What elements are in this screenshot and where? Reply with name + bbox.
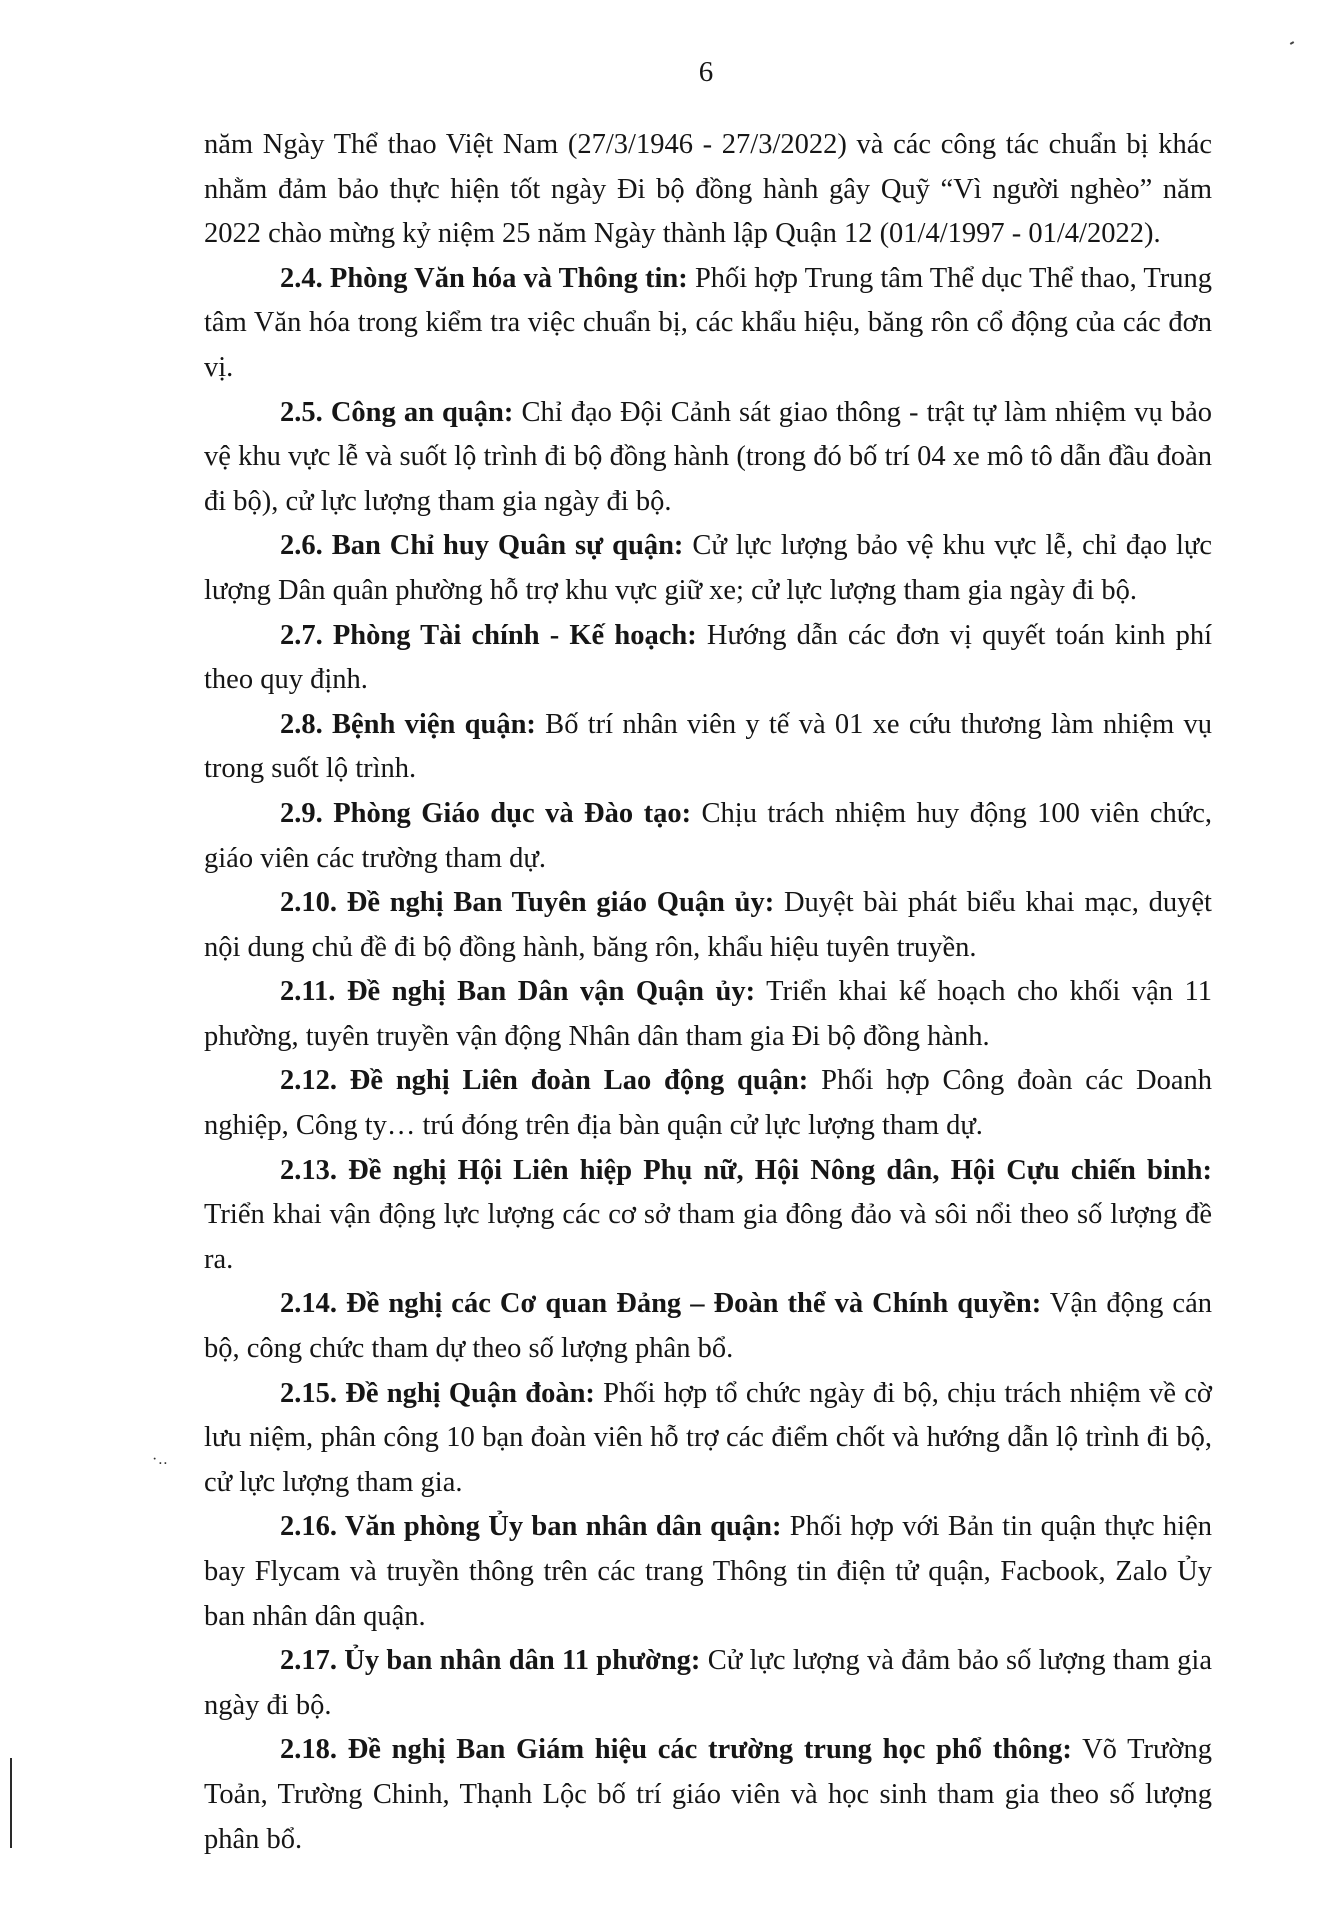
section-item (204, 1505, 1212, 1639)
section-text: Chịu trách nhiệm huy động 100 viên chức, giáo viên các trường tham dự. (204, 797, 1212, 874)
section-item (204, 703, 1212, 792)
section-label: 2.16. Văn phòng Ủy ban nhân dân quận: (280, 1511, 782, 1543)
section-label: 2.7. Phòng Tài chính - Kế hoạch: (280, 619, 697, 651)
section-text: Phối hợp Công đoàn các Doanh nghiệp, Công ty… trú đóng trên địa bàn quận cử lực lượng tham dự. (204, 1065, 1212, 1142)
section-item (204, 1059, 1212, 1148)
section-text: Phối hợp tổ chức ngày đi bộ, chịu trách nhiệm về cờ lưu niệm, phân công 10 bạn đoàn viên hỗ trợ các điểm chốt và hướng dẫn lộ trình đi bộ, cử lực lượng tham gia. (204, 1377, 1212, 1498)
document-body (204, 123, 1212, 1862)
section-text: Hướng dẫn các đơn vị quyết toán kinh phí theo quy định. (204, 619, 1212, 696)
section-label: 2.9. Phòng Giáo dục và Đào tạo: (280, 797, 692, 829)
section-label: 2.18. Đề nghị Ban Giám hiệu các trường trung học phổ thông: (280, 1734, 1072, 1766)
section-item (204, 257, 1212, 391)
scan-margin-line (10, 1758, 12, 1848)
section-item (204, 1149, 1212, 1283)
scan-speck (1290, 41, 1294, 45)
section-item (204, 1282, 1212, 1371)
section-label: 2.8. Bệnh viện quận: (280, 708, 536, 740)
section-text: Triển khai kế hoạch cho khối vận 11 phường, tuyên truyền vận động Nhân dân tham gia Đi bộ đồng hành. (204, 976, 1212, 1052)
section-text: Vận động cán bộ, công chức tham dự theo số lượng phân bổ. (204, 1288, 1212, 1365)
section-label: 2.5. Công an quận: (280, 396, 514, 428)
section-item (204, 614, 1212, 703)
section-label: 2.11. Đề nghị Ban Dân vận Quận ủy: (280, 976, 756, 1008)
section-text: Phối hợp Trung tâm Thể dục Thể thao, Trung tâm Văn hóa trong kiểm tra việc chuẩn bị, các khẩu hiệu, băng rôn cổ động của các đơn vị. (204, 262, 1212, 383)
section-text: Phối hợp với Bản tin quận thực hiện bay Flycam và truyền thông trên các trang Thông tin điện tử quận, Facbook, Zalo Ủy ban nhân dân quận. (204, 1511, 1213, 1632)
section-label: 2.15. Đề nghị Quận đoàn: (280, 1377, 595, 1409)
section-label: 2.6. Ban Chỉ huy Quân sự quận: (280, 530, 684, 562)
section-label: 2.14. Đề nghị các Cơ quan Đảng – Đoàn thể và Chính quyền: (280, 1288, 1042, 1320)
page-number: 6 (698, 56, 714, 88)
section-text: Cử lực lượng và đảm bảo số lượng tham gia ngày đi bộ. (204, 1645, 1212, 1721)
section-label: 2.17. Ủy ban nhân dân 11 phường: (280, 1645, 701, 1677)
intro-paragraph: năm Ngày Thể thao Việt Nam (27/3/1946 - 27/3/2022) và các công tác chuẩn bị khác nhằm đảm bảo thực hiện tốt ngày Đi bộ đồng hành gây Quỹ “Vì người nghèo” năm 2022 chào mừng kỷ niệm 25 năm Ngày thành lập Quận 12 (01/4/1997 - 01/4/2022). (204, 129, 1212, 250)
section-label: 2.12. Đề nghị Liên đoàn Lao động quận: (280, 1065, 809, 1097)
section-item (204, 524, 1212, 613)
section-label: 2.10. Đề nghị Ban Tuyên giáo Quận ủy: (280, 887, 775, 919)
section-item (204, 970, 1212, 1059)
section-text: Duyệt bài phát biểu khai mạc, duyệt nội dung chủ đề đi bộ đồng hành, băng rôn, khẩu hiệu tuyên truyền. (204, 887, 1212, 963)
section-text: Bố trí nhân viên y tế và 01 xe cứu thương làm nhiệm vụ trong suốt lộ trình. (204, 708, 1212, 785)
section-label: 2.13. Đề nghị Hội Liên hiệp Phụ nữ, Hội Nông dân, Hội Cựu chiến binh: (280, 1154, 1212, 1186)
section-label: 2.4. Phòng Văn hóa và Thông tin: (280, 262, 688, 294)
section-item (204, 1639, 1212, 1728)
section-item (204, 792, 1212, 881)
section-item (204, 881, 1212, 970)
section-text: Cử lực lượng bảo vệ khu vực lễ, chỉ đạo lực lượng Dân quân phường hỗ trợ khu vực giữ xe; cử lực lượng tham gia ngày đi bộ. (204, 530, 1213, 606)
section-list (204, 257, 1212, 1862)
section-item (204, 391, 1212, 525)
section-text: Chỉ đạo Đội Cảnh sát giao thông - trật tự làm nhiệm vụ bảo vệ khu vực lễ và suốt lộ trình đi bộ đồng hành (trong đó bố trí 04 xe mô tô dẫn đầu đoàn đi bộ), cử lực lượng tham gia ngày đi bộ. (204, 396, 1212, 517)
section-item (204, 1372, 1212, 1506)
section-text: Triển khai vận động lực lượng các cơ sở tham gia đông đảo và sôi nổi theo số lượng đề ra. (204, 1199, 1212, 1275)
scan-dots: ·.. (152, 1451, 169, 1468)
section-item (204, 1728, 1212, 1862)
section-text: Võ Trường Toản, Trường Chinh, Thạnh Lộc bố trí giáo viên và học sinh tham gia theo số lượng phân bổ. (204, 1734, 1213, 1855)
